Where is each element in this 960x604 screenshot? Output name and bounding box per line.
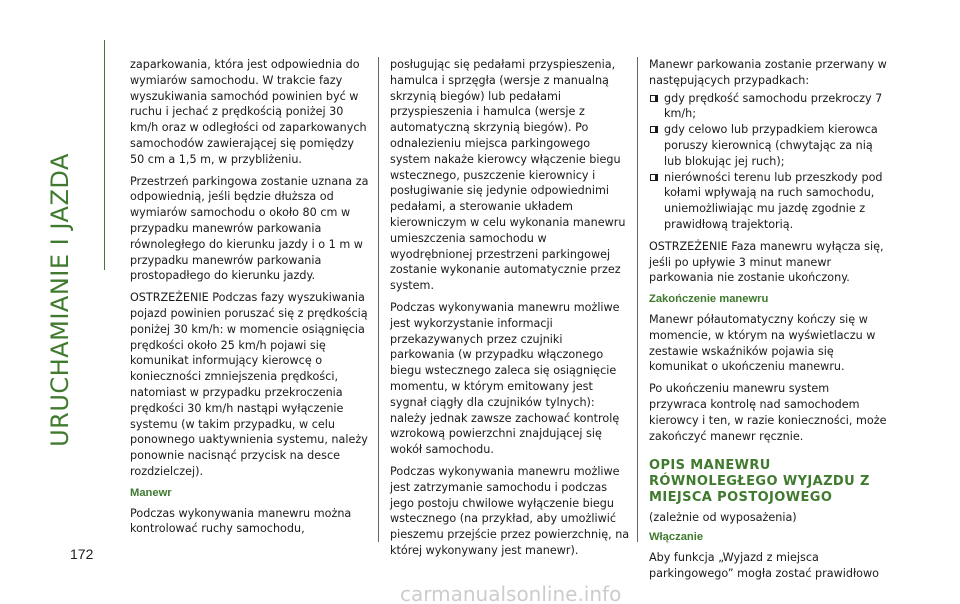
list-item: gdy celowo lub przypadkiem kierowca poruszy kierownicą (chwytając za nią lub blokując jej ruch);: [649, 122, 889, 169]
paragraph: Przestrzeń parkingowa zostanie uznana za odpowiednią, jeśli będzie dłuższa od wymiarów samochodu o około 80 cm w przypadku manewrów parkowania równoległego do kierunku jazdy i o 1 m w przypadku manewrów parkowania prostopadłego do kierunku jazdy.: [130, 174, 369, 283]
chapter-title: URUCHAMIANIE I JAZDA: [46, 153, 74, 447]
paragraph: Po ukończeniu manewru system przywraca kontrolę nad samochodem kierowcy i ten, w razie konieczności, może zakończyć manewr ręcznie.: [649, 382, 887, 443]
warning-paragraph: OSTRZEŻENIE Podczas fazy wyszukiwania pojazd powinien poruszać się z prędkością poniżej 30 km/h: w momencie osiągnięcia prędkości około 25 km/h pojawi się komunikat informujący kierowcę o konieczności zmniejszenia prędkości, natomiast w przypadku przekroczenia prędkości 30 km/h nastąpi wyłączenie systemu (w takim przypadku, w celu ponownego uaktywnienia systemu, należy ponownie nacisnąć przycisk na desce rozdzielczej).: [130, 291, 368, 478]
column-divider: [378, 57, 379, 542]
page-number: 172: [70, 546, 94, 562]
chapter-rule: [104, 40, 105, 270]
column-2: [390, 57, 630, 565]
list-item: gdy prędkość samochodu przekroczy 7 km/h;: [649, 91, 889, 123]
bullet-icon: [650, 126, 658, 133]
paragraph: Aby funkcja „Wyjazd z miejsca parkingowego” mogła zostać prawidłowo: [649, 550, 879, 580]
subheading-wlaczanie: Włączanie: [649, 531, 704, 544]
paragraph: Podczas wykonywania manewru możliwe jest wykorzystanie informacji przekazywanych przez czujniki parkowania (w przypadku włączonego biegu wstecznego zaleca się osiągnięcie momentu, w którym emitowany jest sygnał ciągły dla czujników tylnych): należy jednak zawsze zachować kontrolę wzrokową powierzchni znajdującej się wokół samochodu.: [390, 300, 620, 457]
subheading-manewr: Manewr: [130, 486, 172, 499]
subheading-zakonczenie: Zakończenie manewru: [649, 293, 769, 306]
bullet-icon: [650, 95, 658, 102]
bullet-icon: [650, 174, 658, 181]
list-item: nierówności terenu lub przeszkody pod kołami wpływają na ruch samochodu, uniemożliwiając mu jazdę zgodnie z prawidłową trajektorią.: [649, 170, 889, 233]
paragraph: Manewr półautomatyczny kończy się w momencie, w którym na wyświetlaczu w zestawie wskaźników pojawia się komunikat o ukończeniu manewru.: [649, 312, 876, 374]
paragraph: Podczas wykonywania manewru możliwe jest zatrzymanie samochodu i podczas jego postoju chwilowe wyłączenie biegu wstecznego (na przykład, aby umożliwić pieszemu przejście przez powierzchnię, na której wykonywany jest manewr).: [390, 464, 630, 557]
column-1: [130, 57, 370, 543]
warning-paragraph: OSTRZEŻENIE Faza manewru wyłącza się, jeśli po upływie 3 minut manewr parkowania nie zostanie ukończony.: [649, 239, 884, 285]
column-3: [649, 57, 889, 588]
paragraph: posługując się pedałami przyspieszenia, hamulca i sprzęgła (wersje z manualną skrzynią biegów) lub pedałami przyspieszenia i hamulca (wersje z automatyczną skrzynią biegów). Po odnalezieniu miejsca parkingowego system nakaże kierowcy włączenie biegu wstecznego, puszczenie kierownicy i posługiwanie się jedynie odpowiednimi pedałami, a sterowanie układem kierowniczym w celu wykonania manewru umieszczenia samochodu w wyodrębnionej przestrzeni parkingowej zostanie wykonanie automatycznie przez system.: [390, 58, 626, 293]
column-divider: [637, 57, 638, 542]
paragraph: Manewr parkowania zostanie przerwany w następujących przypadkach:: [649, 58, 887, 87]
paragraph: Podczas wykonywania manewru można kontrolować ruchy samochodu,: [130, 506, 352, 536]
paragraph: zaparkowania, która jest odpowiednia do wymiarów samochodu. W trakcie fazy wyszukiwania samochód powinien być w ruchu i jechać z prędkością poniżej 30 km/h oraz w odległości od zaparkowanych samochodów zawierającej się pomiędzy 50 cm a 1,5 m, w przybliżeniu.: [130, 58, 367, 166]
watermark: carmanualsonline.info: [400, 582, 622, 604]
paragraph: (zależnie od wyposażenia): [649, 511, 797, 525]
section-heading: OPIS MANEWRU RÓWNOLEGŁEGO WYJAZDU Z MIEJSCA POSTOJOWEGO: [649, 458, 870, 506]
